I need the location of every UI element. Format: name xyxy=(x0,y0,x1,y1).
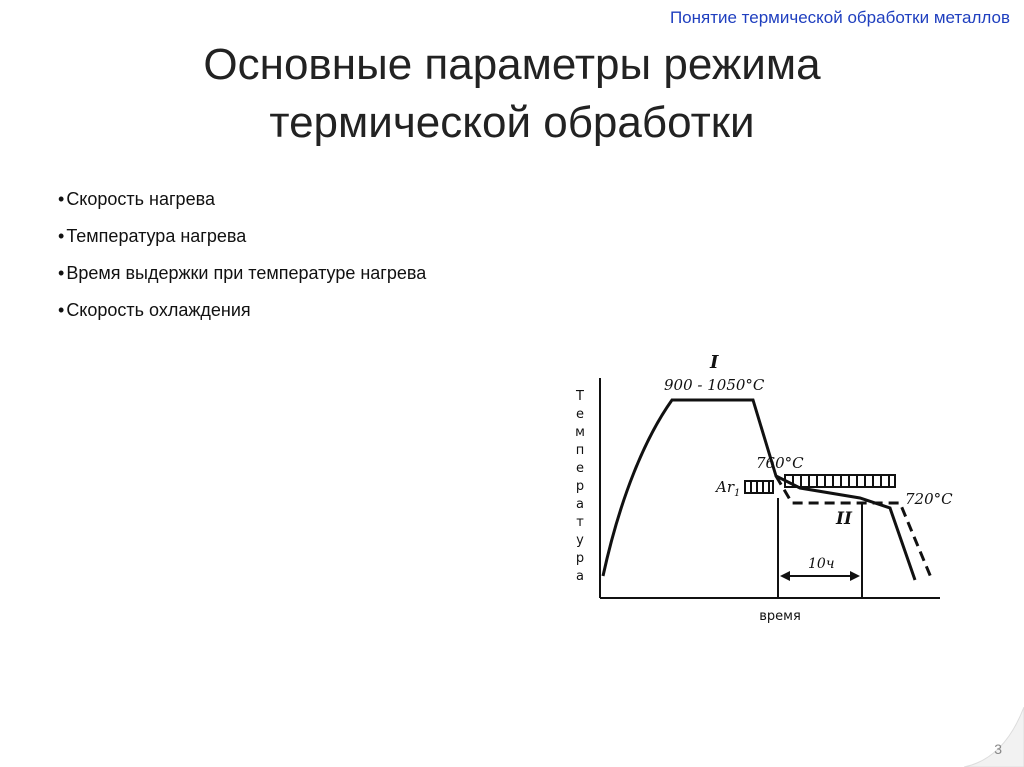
y-letter: а xyxy=(576,569,584,584)
hold-time-label: 10ч xyxy=(808,556,835,572)
bullet-item: • Температура нагрева xyxy=(58,223,426,260)
title-line-2: термической обработки xyxy=(269,98,755,147)
curve-1-label: I xyxy=(710,352,719,373)
y-letter: у xyxy=(576,533,584,548)
slide-title xyxy=(0,36,1024,152)
bullet-item: • Скорость охлаждения xyxy=(58,297,426,334)
temp-high-label: 900 - 1050°C xyxy=(664,376,765,394)
ar1-sub: 1 xyxy=(734,488,741,499)
title-line-1: Основные параметры режима xyxy=(203,40,821,89)
y-letter: п xyxy=(575,443,585,458)
heat-treatment-diagram xyxy=(560,348,960,628)
page-number: 3 xyxy=(994,741,1002,757)
temp-mid-label: 760°C xyxy=(756,454,804,472)
y-axis-label xyxy=(575,389,585,584)
y-letter: а xyxy=(576,497,584,512)
corner-curl xyxy=(964,707,1024,767)
curve-2-label: II xyxy=(836,509,852,529)
y-letter: е xyxy=(576,461,584,476)
bullet-item: • Скорость нагрева xyxy=(58,186,426,223)
bullet-item: • Время выдержки при температуре нагрева xyxy=(58,260,426,297)
ar1-main: Ar xyxy=(716,478,735,496)
y-letter: е xyxy=(576,407,584,422)
y-letter: т xyxy=(576,515,584,530)
hold-arrow-right-head xyxy=(850,571,860,581)
y-letter: Т xyxy=(576,389,584,404)
header-link[interactable]: Понятие термической обработки металлов xyxy=(669,8,1010,27)
y-letter: м xyxy=(575,425,585,440)
hold-arrow-left-head xyxy=(780,571,790,581)
x-axis-label: время xyxy=(759,609,801,624)
y-letter: р xyxy=(575,551,585,566)
curve-1 xyxy=(603,400,915,580)
y-letter: р xyxy=(575,479,585,494)
bullet-list xyxy=(58,186,426,334)
temp-low-label: 720°C xyxy=(905,490,953,508)
ar1-label xyxy=(714,478,740,499)
